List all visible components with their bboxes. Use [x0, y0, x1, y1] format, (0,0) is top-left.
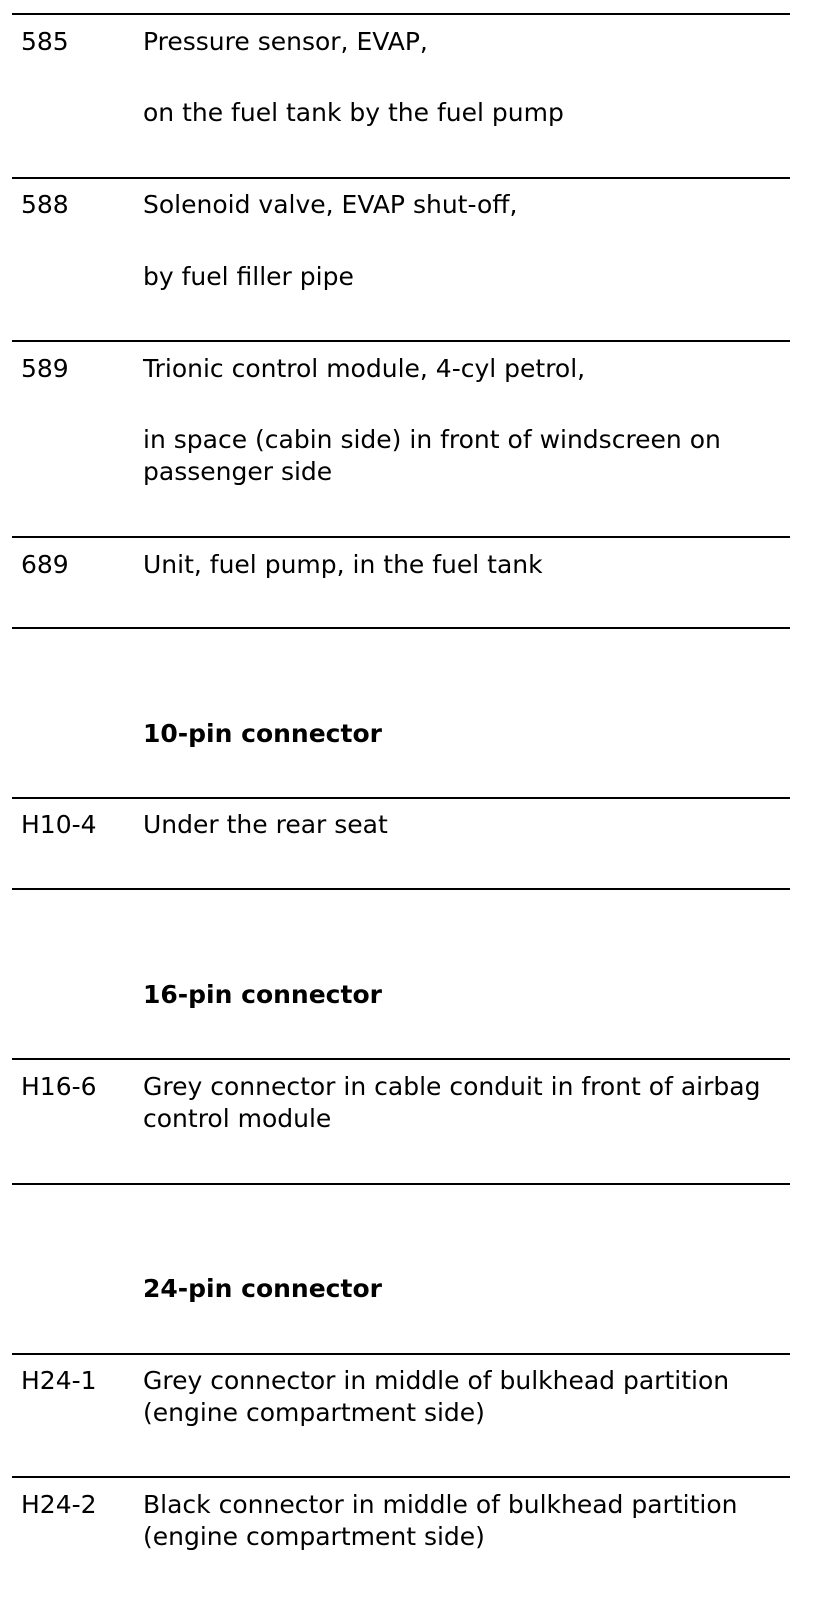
table-rule — [12, 627, 790, 629]
connector-location: Grey connector in cable conduit in front of airbag control module — [143, 1072, 761, 1133]
entry-location: in space (cabin side) in front of windscreen on passenger side — [143, 425, 721, 486]
entry-title: Pressure sensor, EVAP, — [143, 27, 428, 56]
entry-title: Solenoid valve, EVAP shut-off, — [143, 190, 518, 219]
table-rule — [12, 340, 790, 342]
table-rule — [12, 1058, 790, 1060]
section-heading: 16-pin connector — [143, 980, 382, 1009]
entry-code: 588 — [21, 190, 69, 219]
connector-location: Black connector in middle of bulkhead partition (engine compartment side) — [143, 1490, 738, 1551]
connector-code: H16-6 — [21, 1072, 97, 1101]
table-rule — [12, 1183, 790, 1185]
section-heading: 24-pin connector — [143, 1274, 382, 1303]
table-rule — [12, 888, 790, 890]
entry-code: 689 — [21, 550, 69, 579]
table-rule — [12, 1353, 790, 1355]
table-rule — [12, 797, 790, 799]
table-rule — [12, 536, 790, 538]
section-heading: 10-pin connector — [143, 719, 382, 748]
entry-location: by fuel filler pipe — [143, 262, 354, 291]
entry-title: Trionic control module, 4-cyl petrol, — [143, 354, 586, 383]
connector-code: H10-4 — [21, 810, 97, 839]
connector-location: Grey connector in middle of bulkhead partition (engine compartment side) — [143, 1366, 730, 1427]
entry-code: 589 — [21, 354, 69, 383]
entry-code: 585 — [21, 27, 69, 56]
entry-location: on the fuel tank by the fuel pump — [143, 98, 564, 127]
table-rule — [12, 1476, 790, 1478]
entry-title: Unit, fuel pump, in the fuel tank — [143, 550, 543, 579]
table-rule — [12, 177, 790, 179]
connector-location: Under the rear seat — [143, 810, 388, 839]
connector-code: H24-2 — [21, 1490, 97, 1519]
connector-code: H24-1 — [21, 1366, 97, 1395]
table-rule — [12, 13, 790, 15]
